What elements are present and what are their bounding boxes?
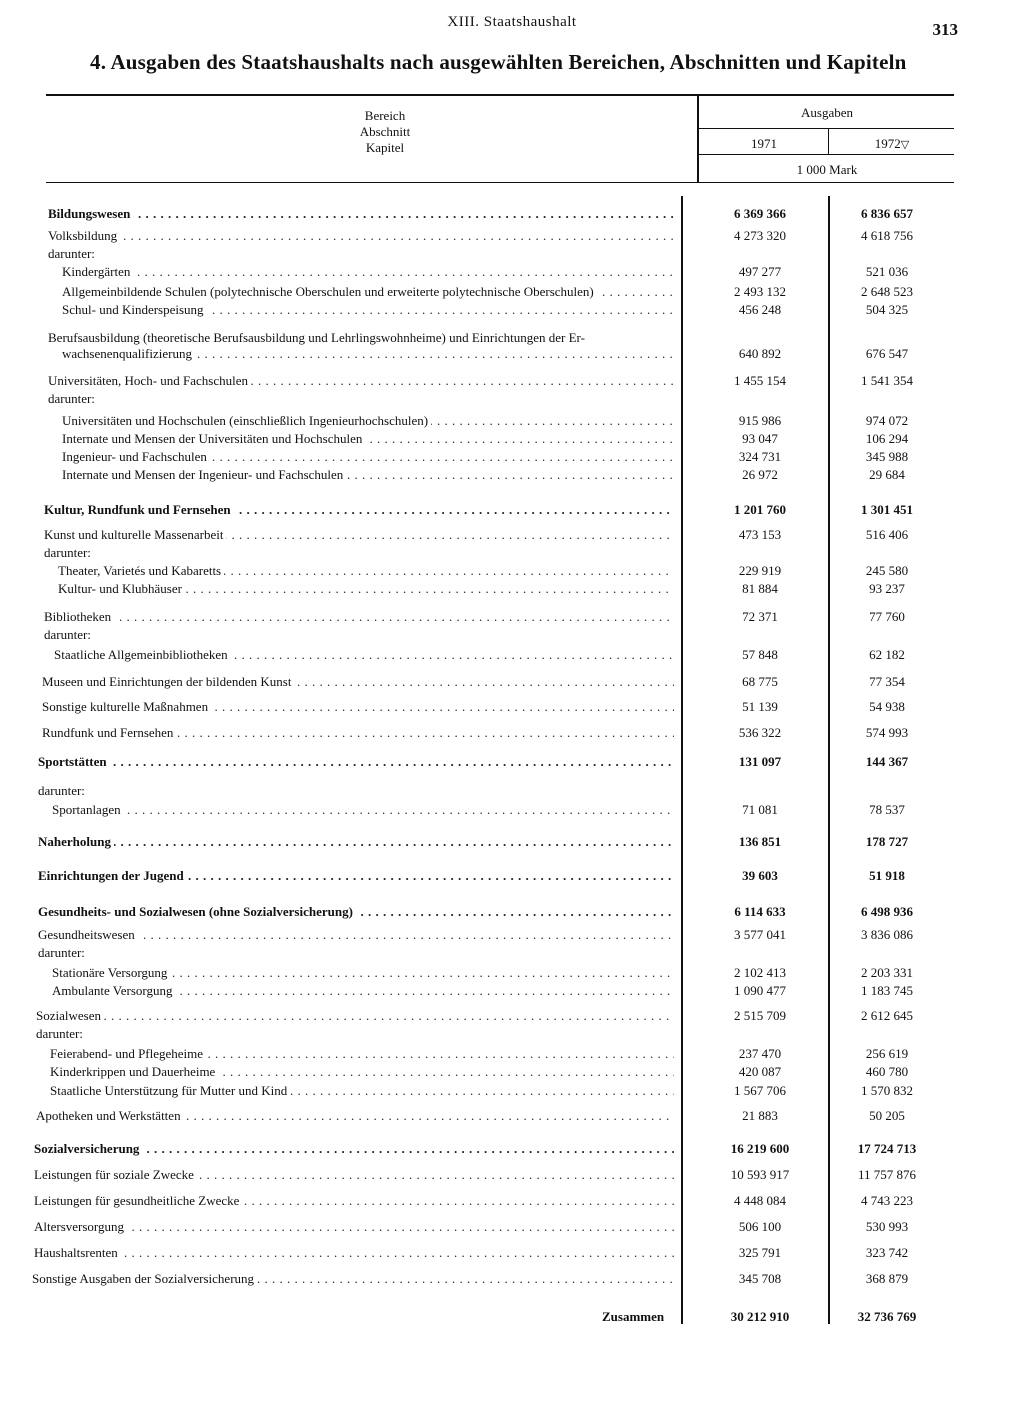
- row-label: [34, 1141, 674, 1157]
- row-label: [38, 945, 674, 961]
- row-label: [62, 467, 674, 483]
- value-1971: 2 515 709: [734, 1008, 786, 1023]
- value-1971: 506 100: [738, 1219, 782, 1234]
- value-1972: 460 780: [865, 1064, 909, 1079]
- row-label: [34, 1219, 674, 1235]
- value-1972: 50 205: [869, 1108, 905, 1123]
- value-1972: 521 036: [865, 264, 909, 279]
- value-1972: 245 580: [865, 563, 909, 578]
- value-1972: 62 182: [869, 647, 905, 662]
- row-label-text: Staatliche Unterstützung für Mutter und Kind: [50, 1083, 290, 1098]
- value-1971: 1 567 706: [734, 1083, 786, 1098]
- value-1972: 974 072: [865, 413, 909, 428]
- row-label-text: Internate und Mensen der Universitäten und Hochschulen: [62, 431, 365, 446]
- row-label-text: Staatliche Allgemeinbibliotheken: [54, 647, 231, 662]
- row-label-text: darunter:: [36, 1026, 86, 1041]
- value-1972: 1 541 354: [861, 373, 913, 388]
- row-label-text: Sonstige kulturelle Maßnahmen: [42, 699, 211, 714]
- header-abschnitt: Abschnitt: [359, 124, 411, 139]
- value-1972: 345 988: [865, 449, 909, 464]
- row-label-text: Einrichtungen der Jugend: [38, 868, 187, 883]
- value-1971: 640 892: [738, 346, 782, 361]
- value-1972: 11 757 876: [857, 1167, 917, 1182]
- value-1972: 3 836 086: [861, 927, 913, 942]
- row-label: [42, 725, 674, 741]
- row-label-text: Kunst und kulturelle Massenarbeit: [44, 527, 226, 542]
- value-1972: 368 879: [865, 1271, 909, 1286]
- row-label: [602, 1309, 674, 1325]
- row-label-text: wachsenenqualifizierung: [62, 346, 195, 361]
- table-row: [0, 674, 1024, 692]
- value-1971: 420 087: [738, 1064, 782, 1079]
- table-row: [0, 391, 1024, 409]
- row-label: [48, 330, 674, 346]
- row-label-text: Ambulante Versorgung: [52, 983, 175, 998]
- row-label: [48, 373, 674, 389]
- value-1971: 4 448 084: [734, 1193, 786, 1208]
- value-1971: 915 986: [738, 413, 782, 428]
- value-1971: 229 919: [738, 563, 782, 578]
- row-label: [50, 1083, 674, 1099]
- table-row: [0, 1064, 1024, 1082]
- value-1972: 54 938: [869, 699, 905, 714]
- table-row: [0, 1309, 1024, 1327]
- table-row: [0, 228, 1024, 246]
- row-label-text: darunter:: [48, 391, 98, 406]
- row-label: [62, 346, 674, 362]
- row-label: [38, 868, 674, 884]
- page-number: 313: [932, 20, 958, 39]
- value-1971: 1 201 760: [734, 502, 786, 517]
- value-1971: 131 097: [738, 754, 782, 769]
- row-label: [42, 699, 674, 715]
- row-label: [62, 284, 674, 300]
- row-label-text: Naherholung: [38, 834, 114, 849]
- value-1971: 3 577 041: [734, 927, 786, 942]
- table-row: [0, 527, 1024, 545]
- table-row: [0, 945, 1024, 963]
- value-1972: 106 294: [865, 431, 909, 446]
- row-label-text: Sozialwesen: [36, 1008, 104, 1023]
- value-1971: 10 593 917: [730, 1167, 790, 1182]
- table-row: [0, 563, 1024, 581]
- row-label-text: darunter:: [44, 545, 94, 560]
- row-label: [36, 1026, 674, 1042]
- value-1971: 1 455 154: [734, 373, 786, 388]
- table-row: [0, 346, 1024, 364]
- table-row: [0, 373, 1024, 391]
- row-label-text: Leistungen für gesundheitliche Zwecke: [34, 1193, 242, 1208]
- row-label-text: Bildungswesen: [48, 206, 133, 221]
- row-label: [44, 502, 674, 518]
- value-1971: 93 047: [742, 431, 778, 446]
- value-1971: 72 371: [742, 609, 778, 624]
- row-label-text: Sozialversicherung: [34, 1141, 142, 1156]
- value-1972: 6 498 936: [861, 904, 913, 919]
- row-label: [44, 627, 674, 643]
- table-row: [0, 1245, 1024, 1263]
- row-label: [52, 965, 674, 981]
- row-label-text: Kultur, Rundfunk und Fernsehen: [44, 502, 234, 517]
- value-1971: 2 493 132: [734, 284, 786, 299]
- row-label-text: Kultur- und Klubhäuser: [58, 581, 185, 596]
- value-1972: 178 727: [865, 834, 909, 849]
- table-row: [0, 264, 1024, 282]
- table-row: [0, 834, 1024, 852]
- table-row: [0, 627, 1024, 645]
- value-1971: 6 369 366: [734, 206, 786, 221]
- table-row: [0, 1108, 1024, 1126]
- table-row: [0, 284, 1024, 302]
- row-label: [36, 1108, 674, 1124]
- table-row: [0, 609, 1024, 627]
- value-1972: 256 619: [865, 1046, 909, 1061]
- row-label-text: Universitäten, Hoch- und Fachschulen: [48, 373, 251, 388]
- row-label: [50, 1064, 674, 1080]
- value-1971: 345 708: [738, 1271, 782, 1286]
- row-label: [34, 1245, 674, 1261]
- value-1972: 29 684: [869, 467, 905, 482]
- row-label-text: Kindergärten: [62, 264, 133, 279]
- table-row: [0, 581, 1024, 599]
- value-1972: 4 743 223: [861, 1193, 913, 1208]
- row-label-text: Theater, Varietés und Kabaretts: [58, 563, 224, 578]
- value-1972: 323 742: [865, 1245, 909, 1260]
- row-label-text: Ingenieur- und Fachschulen: [62, 449, 210, 464]
- value-1971: 2 102 413: [734, 965, 786, 980]
- row-label: [54, 647, 674, 663]
- table-row: [0, 302, 1024, 320]
- row-label-text: darunter:: [44, 627, 94, 642]
- table-row: [0, 725, 1024, 743]
- table-title: 4. Ausgaben des Staatshaushalts nach ausgewählten Bereichen, Abschnitten und Kapiteln: [90, 50, 907, 74]
- value-1971: 325 791: [738, 1245, 782, 1260]
- table-row: [0, 1083, 1024, 1101]
- value-1972: 2 203 331: [861, 965, 913, 980]
- table-row: [0, 699, 1024, 717]
- value-1971: 6 114 633: [734, 904, 786, 919]
- row-label: [50, 1046, 674, 1062]
- table-row: [0, 783, 1024, 801]
- value-1971: 473 153: [738, 527, 782, 542]
- row-label-text: Berufsausbildung (theoretische Berufsausbildung und Lehrlingswohnheime) und Einrichtungen der Er-: [48, 330, 588, 345]
- row-label-text: Altersversorgung: [34, 1219, 127, 1234]
- row-label: [62, 449, 674, 465]
- value-1971: 21 883: [742, 1108, 778, 1123]
- running-head: XIII. Staatshaushalt: [447, 14, 577, 30]
- table-row: [0, 1193, 1024, 1211]
- table-row: [0, 467, 1024, 485]
- row-label-text: Haushaltsrenten: [34, 1245, 121, 1260]
- row-label-text: Sportanlagen: [52, 802, 124, 817]
- row-label-text: darunter:: [38, 945, 88, 960]
- value-1972: 1 570 832: [861, 1083, 913, 1098]
- value-1972: 17 724 713: [857, 1141, 917, 1156]
- table-row: [0, 1046, 1024, 1064]
- row-label: [58, 581, 674, 597]
- row-label: [48, 206, 674, 222]
- row-label: [34, 1167, 674, 1183]
- row-label-text: Allgemeinbildende Schulen (polytechnische Oberschulen und erweiterte polytechnische Oberschulen): [62, 284, 597, 299]
- table-row: [0, 802, 1024, 820]
- value-1971: 536 322: [738, 725, 782, 740]
- table-row: [0, 206, 1024, 224]
- year2-text: 1972: [874, 136, 901, 151]
- value-1972: 504 325: [865, 302, 909, 317]
- value-1971: 81 884: [742, 581, 778, 596]
- row-label: [48, 246, 674, 262]
- table-row: [0, 413, 1024, 431]
- table-row: [0, 983, 1024, 1001]
- table-row: [0, 1141, 1024, 1159]
- row-label-text: Gesundheits- und Sozialwesen (ohne Sozialversicherung): [38, 904, 356, 919]
- row-label: [62, 264, 674, 280]
- value-1972: 1 301 451: [861, 502, 913, 517]
- table-row: [0, 754, 1024, 772]
- table-row: [0, 1219, 1024, 1237]
- value-1971: 324 731: [738, 449, 782, 464]
- row-label-text: Kinderkrippen und Dauerheime: [50, 1064, 218, 1079]
- row-label: [38, 927, 674, 943]
- value-1971: 57 848: [742, 647, 778, 662]
- table-row: [0, 246, 1024, 264]
- row-label-text: Gesundheitswesen: [38, 927, 138, 942]
- value-1972: 32 736 769: [857, 1309, 917, 1324]
- table-row: [0, 1026, 1024, 1044]
- row-label: [38, 834, 674, 850]
- value-1972: 516 406: [865, 527, 909, 542]
- value-1971: 1 090 477: [734, 983, 786, 998]
- value-1972: 78 537: [869, 802, 905, 817]
- value-1972: 574 993: [865, 725, 909, 740]
- row-label: [36, 1008, 674, 1024]
- table-row: [0, 431, 1024, 449]
- table-row: [0, 502, 1024, 520]
- value-1972: 1 183 745: [861, 983, 913, 998]
- row-label: [44, 527, 674, 543]
- value-1972: 530 993: [865, 1219, 909, 1234]
- table-row: [0, 1271, 1024, 1289]
- table-row: [0, 449, 1024, 467]
- value-1972: 51 918: [869, 868, 905, 883]
- row-label: [62, 302, 674, 318]
- value-1972: 4 618 756: [861, 228, 913, 243]
- value-1972: 93 237: [869, 581, 905, 596]
- column-header-1971: 1971: [751, 136, 777, 151]
- table-row: [0, 1008, 1024, 1026]
- row-label-text: Feierabend- und Pflegeheime: [50, 1046, 206, 1061]
- row-label: [48, 228, 674, 244]
- row-label: [48, 391, 674, 407]
- row-label-text: Volksbildung: [48, 228, 120, 243]
- row-label-text: Sonstige Ausgaben der Sozialversicherung: [32, 1271, 257, 1286]
- row-label: [38, 783, 674, 799]
- value-1971: 456 248: [738, 302, 782, 317]
- row-label-text: Internate und Mensen der Ingenieur- und Fachschulen: [62, 467, 346, 482]
- table-row: [0, 904, 1024, 922]
- value-1971: 4 273 320: [734, 228, 786, 243]
- row-label-text: Apotheken und Werkstätten: [36, 1108, 184, 1123]
- header-kapitel: Kapitel: [365, 140, 405, 155]
- value-1971: 16 219 600: [730, 1141, 790, 1156]
- row-label: [58, 563, 674, 579]
- footnote-triangle-icon: ▽: [900, 139, 910, 151]
- column-group-header: Ausgaben: [801, 105, 853, 120]
- row-label-text: Museen und Einrichtungen der bildenden Kunst: [42, 674, 294, 689]
- row-label: [52, 983, 674, 999]
- table-row: [0, 1167, 1024, 1185]
- row-label-text: Universitäten und Hochschulen (einschließlich Ingenieurhochschulen): [62, 413, 431, 428]
- table-row: [0, 647, 1024, 665]
- value-1972: 676 547: [865, 346, 909, 361]
- row-label-text: Rundfunk und Fernsehen: [42, 725, 176, 740]
- row-label: [62, 413, 674, 429]
- value-1971: 26 972: [742, 467, 778, 482]
- table-row: [0, 868, 1024, 886]
- value-1972: 2 612 645: [861, 1008, 913, 1023]
- value-1972: 6 836 657: [861, 206, 913, 221]
- value-1972: 144 367: [865, 754, 909, 769]
- value-1972: 77 354: [869, 674, 905, 689]
- value-1971: 68 775: [742, 674, 778, 689]
- table-row: [0, 927, 1024, 945]
- value-1972: 77 760: [869, 609, 905, 624]
- row-label-text: Leistungen für soziale Zwecke: [34, 1167, 197, 1182]
- value-1971: 30 212 910: [730, 1309, 790, 1324]
- row-label-text: darunter:: [48, 246, 98, 261]
- header-bereich: Bereich: [364, 108, 406, 123]
- unit-label: 1 000 Mark: [796, 162, 858, 177]
- row-label: [52, 802, 674, 818]
- row-label-text: darunter:: [38, 783, 88, 798]
- value-1971: 497 277: [738, 264, 782, 279]
- row-label-text: Bibliotheken: [44, 609, 114, 624]
- row-label: [38, 904, 674, 920]
- value-1971: 237 470: [738, 1046, 782, 1061]
- value-1971: 39 603: [742, 868, 778, 883]
- row-label: [34, 1193, 674, 1209]
- row-label: [44, 545, 674, 561]
- row-label: [44, 609, 674, 625]
- value-1972: 2 648 523: [861, 284, 913, 299]
- row-label: [32, 1271, 674, 1287]
- row-label: [38, 754, 674, 770]
- table-row: [0, 545, 1024, 563]
- value-1971: 136 851: [738, 834, 782, 849]
- row-label-text: Zusammen: [602, 1309, 667, 1324]
- table-row: [0, 965, 1024, 983]
- value-1971: 51 139: [742, 699, 778, 714]
- row-label-text: Schul- und Kinderspeisung: [62, 302, 207, 317]
- row-label-text: Sportstätten: [38, 754, 110, 769]
- row-label: [62, 431, 674, 447]
- value-1971: 71 081: [742, 802, 778, 817]
- row-label-text: Stationäre Versorgung: [52, 965, 170, 980]
- row-label: [42, 674, 674, 690]
